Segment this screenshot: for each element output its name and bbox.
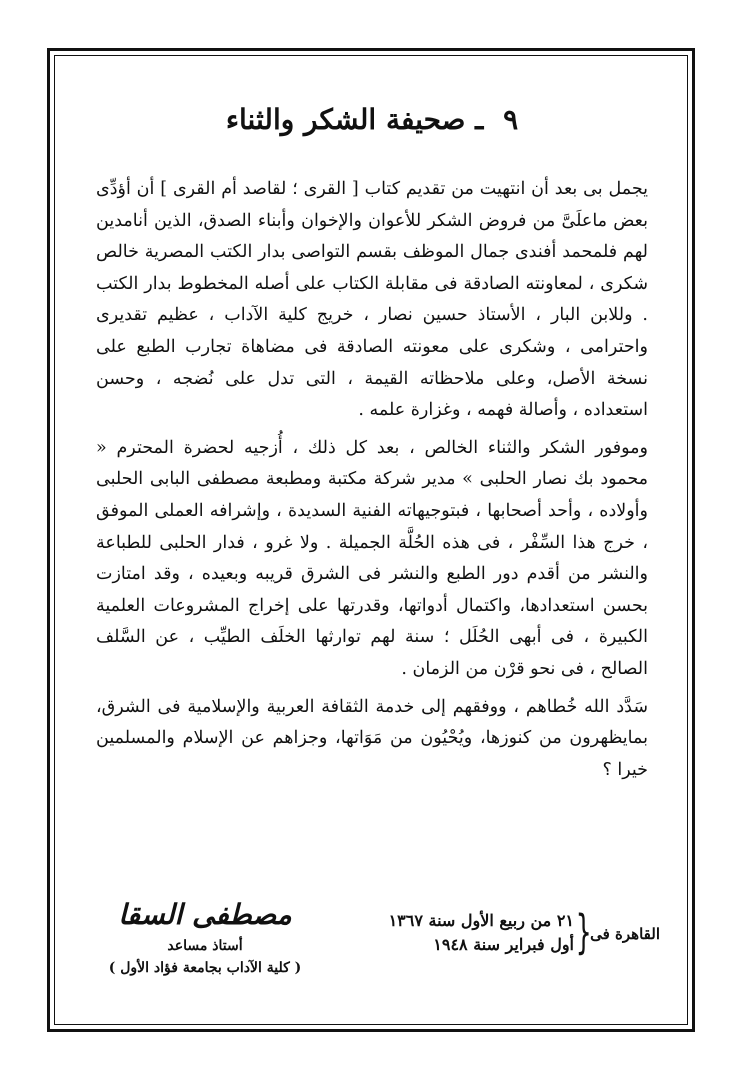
page-content <box>96 100 648 786</box>
date-gregorian: أول فبراير سنة ١٩٤٨ <box>433 935 574 954</box>
section-title: ـ صحيفة الشكر والثناء <box>225 103 484 136</box>
signature: مصطفى السقا <box>118 898 292 931</box>
paragraph-3: سَدَّد الله خُطاهم ، ووفقهم إلى خدمة الثقافة العربية والإسلامية فى الشرق، بمايظهرون من كنوزها، ويُحْيُون من مَوَاتها، وجزاهم عن الإسلام والمسلمين خيرا ؟ <box>96 696 648 780</box>
section-number: ٩ <box>503 103 519 136</box>
date-hijri: ٢١ من ربيع الأول سنة ١٣٦٧ <box>388 911 574 930</box>
page-title <box>96 100 648 140</box>
dates-block <box>389 909 574 957</box>
signer-title: أستاذ مساعد <box>167 938 243 954</box>
footer <box>80 895 660 1005</box>
place-label: القاهرة فى <box>590 925 660 943</box>
paragraph-2: وموفور الشكر والثناء الخالص ، بعد كل ذلك ، أُزجيه لحضرة المحترم « محمود بك نصار الحلبى » مدير شركة مكتبة ومطبعة مصطفى البابى الحلبى وأولاده ، وأحد أصحابها ، فبتوجيهاته الفنية السديدة ، وإشرافه العملى الموفق ، خرج هذا السِّفْر ، فى هذه الحُلَّة الجميلة . ولا غرو ، فدار الحلبى للطباعة والنشر من أقدم دور الطبع والنشر فى الشرق قريبه وبعيده ، وقد امتازت بحسن استعدادها، واكتمال أدواتها، وقدرتها على إخراج المشروعات العلمية الكبيرة ، فى أبهى الحُلَل ؛ سنة لهم توارثها الخلَف الطيِّب ، عن السَّلف الصالح ، فى نحو قرْن من الزمان . <box>96 437 648 679</box>
curly-brace-icon: { <box>575 905 592 959</box>
signature-block <box>80 895 330 979</box>
signer-affiliation: ( كلية الآداب بجامعة فؤاد الأول ) <box>108 960 302 976</box>
paragraph-1: يجمل بى بعد أن انتهيت من تقديم كتاب [ القرى ؛ لقاصد أم القرى ] أن أؤدِّى بعض ماعلَىَّ من فروض الشكر للأعوان والإخوان وأبناء الصدق، الذين أنامدين لهم فلمحمد أفندى جمال الموظف بقسم التواصى بدار الكتب المصرية خالص شكرى ، لمعاونته الصادقة فى مقابلة الكتاب على أصله المخطوط بدار الكتب . وللابن البار ، الأستاذ حسين نصار ، خريج كلية الآداب ، عظيم تقديرى واحترامى ، وشكرى على معونته الصادقة فى مضاهاة تجارب الطبع على نسخة الأصل، وعلى ملاحظاته القيمة ، التى تدل على نُضجه ، وحسن استعداده ، وأصالة فهمه ، وغزارة علمه . <box>96 179 648 421</box>
